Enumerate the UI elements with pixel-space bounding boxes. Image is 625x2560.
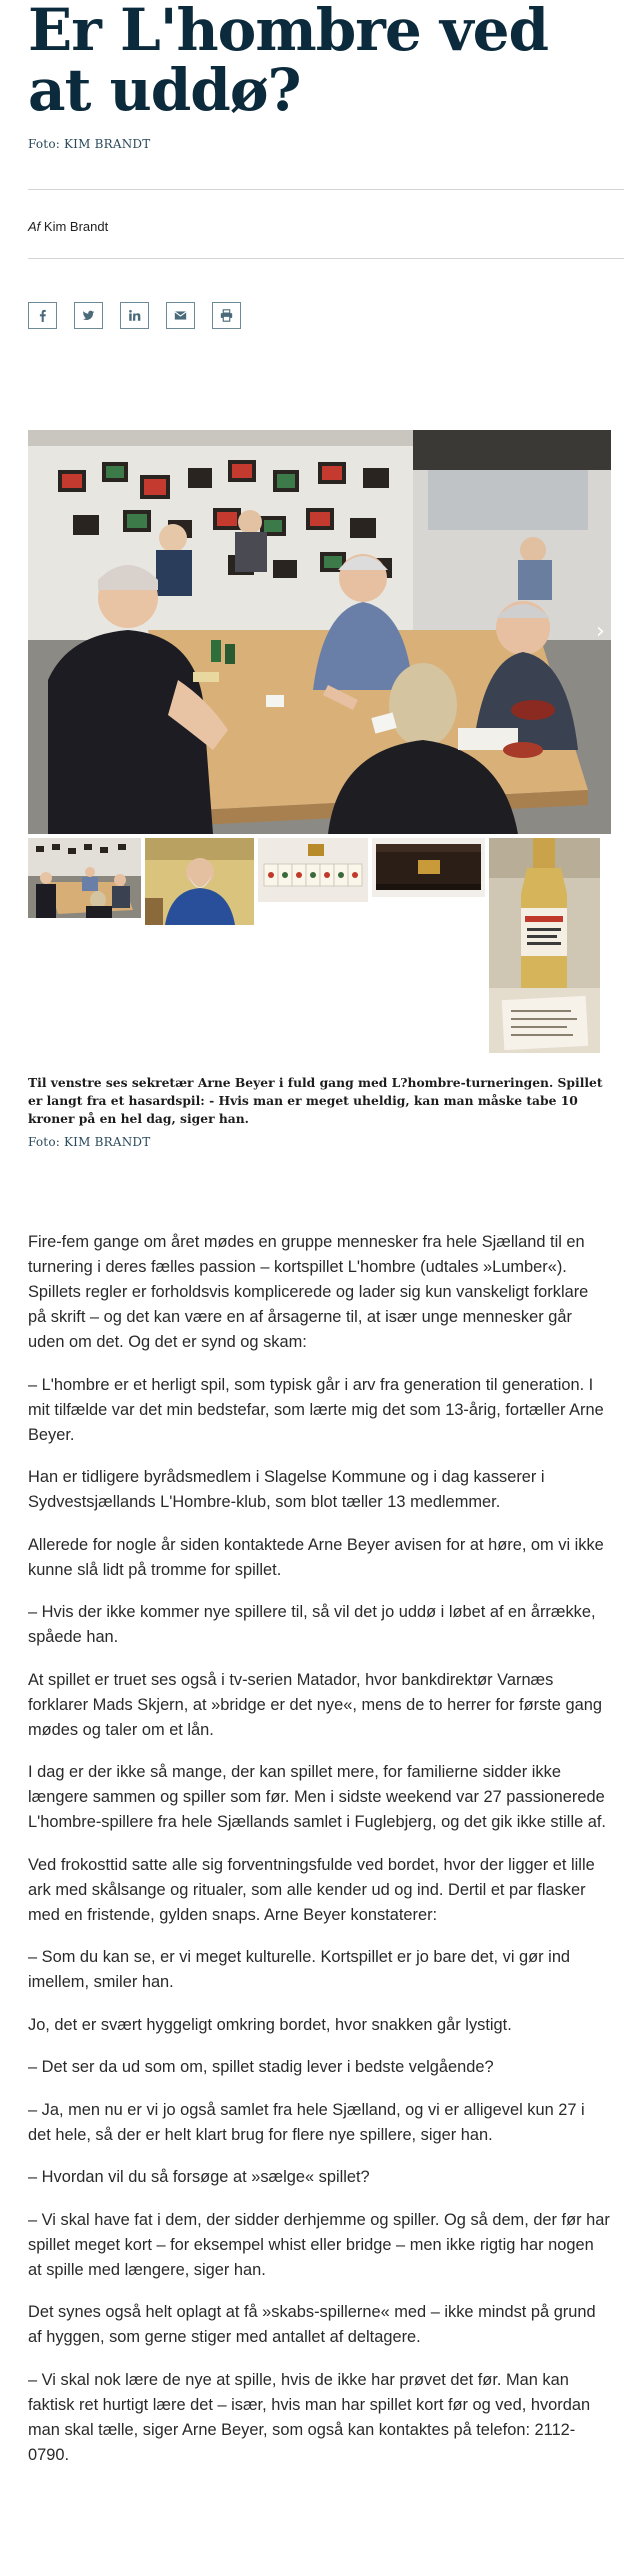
divider [28,189,624,190]
article-paragraph: I dag er der ikke så mange, der kan spillet mere, for familierne sidder ikke længere sammen og spiller som før. Men i sidste weekend var 27 passionerede L'hombre-spillere fra hele Sjællands samlet i Fuglebjerg, og det gik ikke stille af. [28,1763,606,1831]
gallery-thumbnail-4[interactable] [372,838,485,897]
byline [28,219,108,234]
email-icon [174,309,187,322]
gallery-main-photo[interactable] [28,430,611,834]
article-paragraph: Han er tidligere byrådsmedlem i Slagelse Kommune og i dag kasserer i Sydvestsjællands L'Hombre-klub, som blot tæller 13 medlemmer. [28,1468,545,1511]
gallery-thumbnail-5[interactable] [489,838,600,1053]
linkedin-icon [128,309,141,322]
byline-prefix: Af [28,219,41,234]
article-body [28,1230,610,2485]
gallery-thumbnail-3[interactable] [258,838,368,902]
header-photo-credit: Foto: KIM BRANDT [28,137,151,151]
article-paragraph: At spillet er truet ses også i tv-serien Matador, hvor bankdirektør Varnæs forklarer Mads Skjern, at »bridge er det nye«, mens de to herrer for første gang mødes og taler om et lån. [28,1670,602,1739]
article-paragraph: Jo, det er svært hyggeligt omkring bordet, hvor snakken går lystigt. [28,2015,512,2034]
thumbnail-bottle-photo [489,838,600,1053]
gallery-thumbnail-1[interactable] [28,838,141,918]
thumbnail-cards-photo [258,838,368,902]
article-paragraph: Fire-fem gange om året mødes en gruppe mennesker fra hele Sjælland til en turnering i deres fælles passion – kortspillet L'hombre (udtales »Lumber«). Spillets regler er forholdsvis komplicerede og lader sig kun vanskeligt forklare på skrift – og det kan være en af årsagerne til, at især unge mennesker går uden om det. Og det er synd og skam: [28,1233,589,1351]
photo-caption: Til venstre ses sekretær Arne Beyer i fuld gang med L?hombre-turneringen. Spillet er langt fra et hasardspil: - Hvis man er meget uheldig, kan man måske tabe 10 kroner på en hel dag, siger han. [28,1075,603,1126]
article-paragraph: – Hvordan vil du så forsøge at »sælge« spillet? [28,2168,370,2186]
thumbnail-portrait-photo [145,838,254,925]
article-paragraph: Det synes også helt oplagt at få »skabs-spillerne« med – ikke mindst på grund af hyggen, som gerne stiger med antallet af deltagere. [28,2303,596,2346]
article-paragraph: Ved frokosttid satte alle sig forventningsfulde ved bordet, hvor der ligger et lille ark med skålsange og ritualer, som alle kender ud og ind. Dertil et par flasker med en fristende, gylden snaps. Arne Beyer konstaterer: [28,1855,595,1924]
article-paragraph: – Ja, men nu er vi jo også samlet fra hele Sjælland, og vi er alligevel kun 27 i det hele, så der er helt klart brug for flere nye spillere, siger han. [28,2100,585,2144]
thumbnail-players-photo [28,838,141,918]
gallery-thumbnail-2[interactable] [145,838,254,925]
share-linkedin-button[interactable] [120,302,149,329]
thumbnail-box-photo [372,838,485,897]
share-bar [28,302,241,329]
article-paragraph: – Det ser da ud som om, spillet stadig lever i bedste velgående? [28,2058,494,2076]
gallery-next-arrow[interactable]: › [596,619,605,644]
article-paragraph: – L'hombre er et herligt spil, som typisk går i arv fra generation til generation. I mit tilfælde var det min bedstefar, som lærte mig det som 13-årig, fortæller Arne Beyer. [28,1375,604,1444]
article-paragraph: – Som du kan se, er vi meget kulturelle. Kortspillet er jo bare det, vi gør ind imellem, smiler han. [28,1948,571,1991]
share-facebook-button[interactable] [28,302,57,329]
article-paragraph: – Hvis der ikke kommer nye spillere til, så vil det jo uddø i løbet af en årrække, spåede han. [28,1603,596,1646]
caption-photo-credit: Foto: KIM BRANDT [28,1135,151,1149]
print-icon [220,309,233,322]
divider [28,258,624,259]
article-headline: Er L'hombre ved at uddø? [28,0,549,124]
article-paragraph: – Vi skal have fat i dem, der sidder derhjemme og spiller. Og så dem, der før har spillet meget kort – for eksempel whist eller bridge – men ikke rigtig har nogen at spille med længere, siger han. [28,2210,610,2279]
byline-author[interactable]: Kim Brandt [43,219,109,234]
share-email-button[interactable] [166,302,195,329]
twitter-icon [82,309,95,322]
share-twitter-button[interactable] [74,302,103,329]
article-paragraph: – Vi skal nok lære de nye at spille, hvis de ikke har prøvet det før. Man kan faktisk ret hurtigt lære det – især, hvis man har spillet kort før og ved, hvordan man skal tælle, siger Arne Beyer, som også kan kontaktes på telefon: 2112-0790. [28,2370,591,2464]
card-players-photo [28,430,611,834]
facebook-icon [36,309,49,322]
share-print-button[interactable] [212,302,241,329]
article-paragraph: Allerede for nogle år siden kontaktede Arne Beyer avisen for at høre, om vi ikke kunne slå lidt på tromme for spillet. [28,1535,604,1579]
